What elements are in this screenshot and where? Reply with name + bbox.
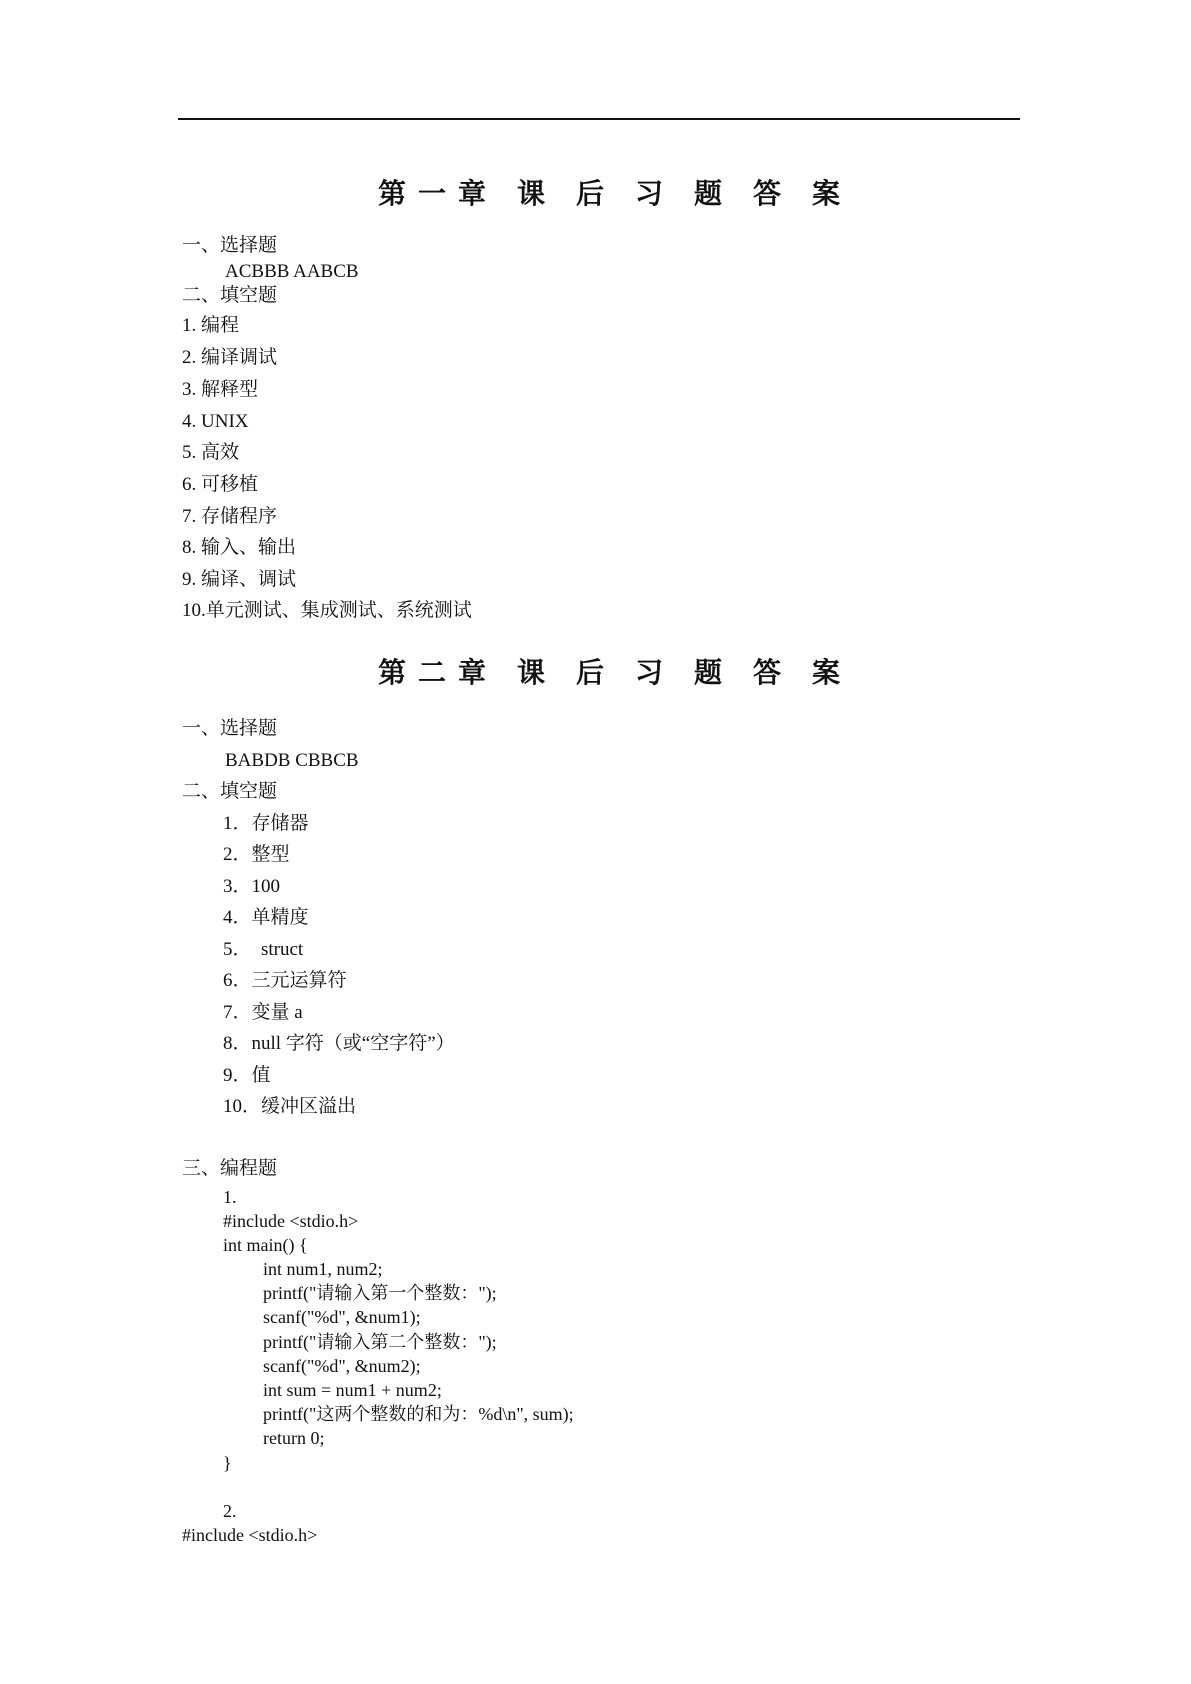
chapter1-fill-item: 6. 可移植 xyxy=(182,474,259,495)
chapter2-fill-item: 1．存储器 xyxy=(223,813,309,834)
chapter1-fill-item: 9. 编译、调试 xyxy=(182,569,297,590)
chapter2-fill-item: 5． struct xyxy=(223,939,304,960)
chapter2-fill-heading: 二、填空题 xyxy=(182,781,278,802)
chapter1-fill-item: 4. UNIX xyxy=(182,411,249,432)
chapter2-fill-item: 8．null 字符（或“空字符”） xyxy=(223,1033,455,1054)
code-line: int sum = num1 + num2; xyxy=(263,1380,442,1400)
chapter1-choice-heading: 一、选择题 xyxy=(182,235,278,256)
code-line: int main() { xyxy=(223,1235,308,1255)
chapter2-fill-item: 6．三元运算符 xyxy=(223,970,347,991)
chapter1-fill-item: 7. 存储程序 xyxy=(182,506,278,527)
code-line: printf("请输入第二个整数："); xyxy=(263,1332,497,1352)
program2-number: 2. xyxy=(223,1501,237,1521)
chapter1-fill-item: 8. 输入、输出 xyxy=(182,537,297,558)
chapter1-fill-item: 10.单元测试、集成测试、系统测试 xyxy=(182,600,472,621)
chapter2-fill-item: 3．100 xyxy=(223,876,281,897)
code-line: int num1, num2; xyxy=(263,1259,383,1279)
code-line: #include <stdio.h> xyxy=(223,1211,359,1231)
chapter2-fill-item: 7．变量 a xyxy=(223,1002,303,1023)
chapter1-fill-item: 2. 编译调试 xyxy=(182,347,278,368)
chapter2-program-heading: 三、编程题 xyxy=(182,1158,278,1179)
code-line: printf("这两个整数的和为：%d\n", sum); xyxy=(263,1404,574,1424)
code-line: } xyxy=(223,1453,232,1473)
chapter2-fill-item: 2．整型 xyxy=(223,844,290,865)
chapter2-fill-item: 9．值 xyxy=(223,1065,271,1086)
code-line: #include <stdio.h> xyxy=(182,1525,318,1545)
chapter1-fill-item: 5. 高效 xyxy=(182,442,240,463)
program1-number: 1. xyxy=(223,1187,237,1207)
chapter1-choice-answers: ACBBB AABCB xyxy=(225,261,359,282)
code-line: return 0; xyxy=(263,1428,325,1448)
chapter1-fill-heading: 二、填空题 xyxy=(182,285,278,306)
code-line: scanf("%d", &num2); xyxy=(263,1356,421,1376)
chapter2-fill-item: 4．单精度 xyxy=(223,907,309,928)
chapter2-choice-heading: 一、选择题 xyxy=(182,718,278,739)
chapter1-fill-item: 1. 编程 xyxy=(182,315,240,336)
code-line: printf("请输入第一个整数："); xyxy=(263,1283,497,1303)
chapter2-title: 第二章 课 后 习 题 答 案 xyxy=(377,658,852,689)
chapter2-fill-item: 10．缓冲区溢出 xyxy=(223,1096,357,1117)
chapter2-choice-answers: BABDB CBBCB xyxy=(225,750,359,771)
code-line: scanf("%d", &num1); xyxy=(263,1307,421,1327)
chapter1-fill-item: 3. 解释型 xyxy=(182,379,259,400)
chapter1-title: 第一章 课 后 习 题 答 案 xyxy=(377,179,852,210)
header-rule xyxy=(178,118,1020,120)
